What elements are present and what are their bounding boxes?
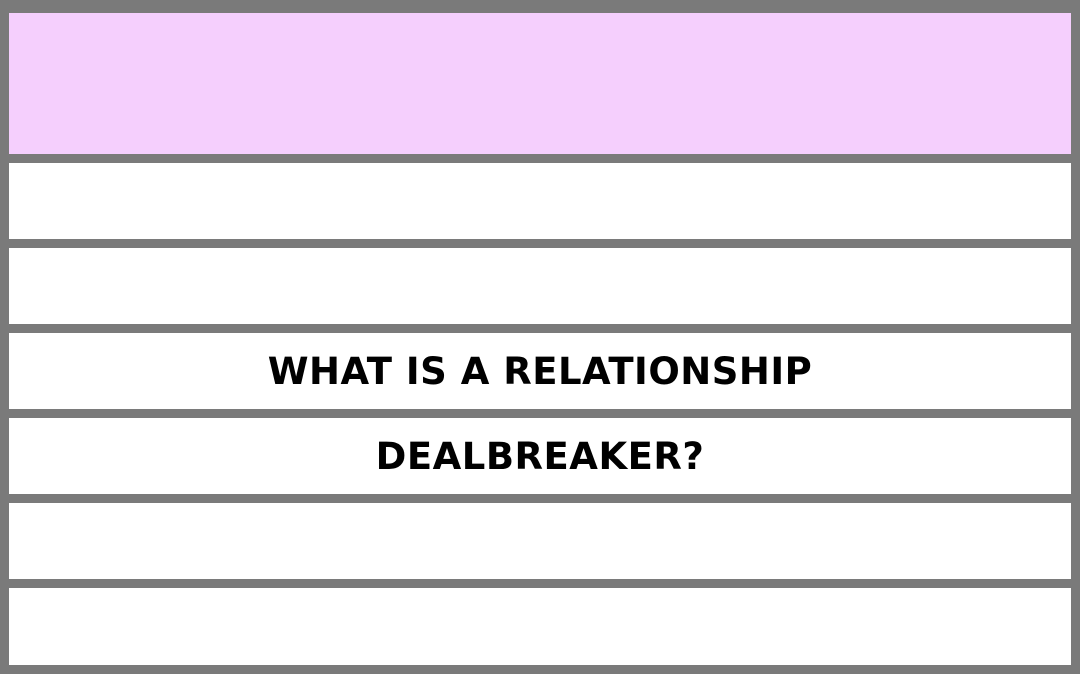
blank-line-row [9, 163, 1071, 239]
blank-line-row [9, 588, 1071, 665]
header-band [9, 13, 1071, 154]
blank-line-row [9, 503, 1071, 579]
title-line-row [9, 333, 1071, 409]
blank-line-row [9, 248, 1071, 324]
title-line-2: DEALBREAKER? [375, 434, 705, 478]
title-line-row [9, 418, 1071, 494]
title-line-1: WHAT IS A RELATIONSHIP [267, 349, 813, 393]
